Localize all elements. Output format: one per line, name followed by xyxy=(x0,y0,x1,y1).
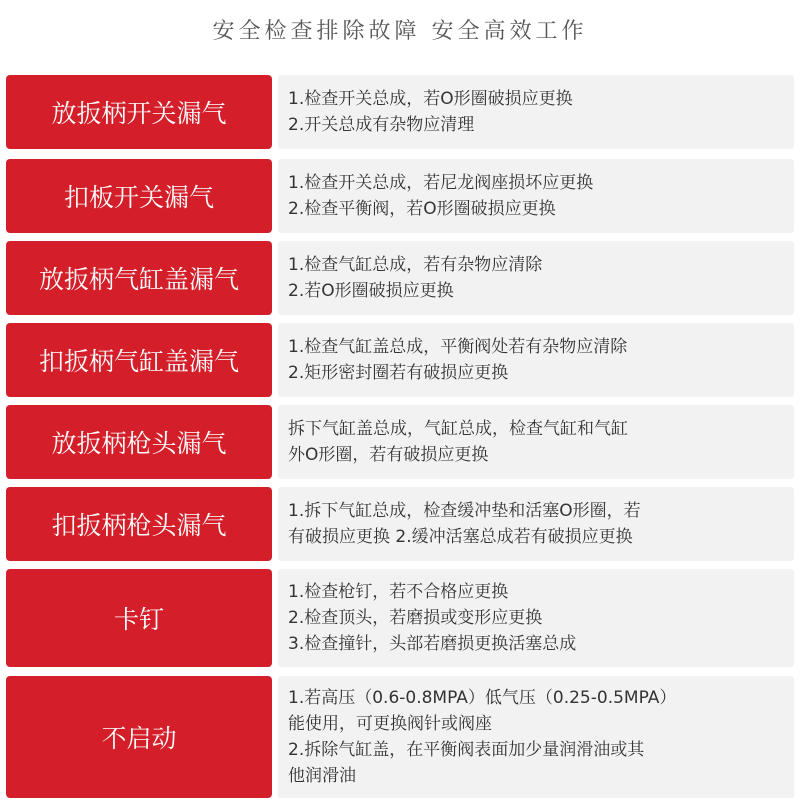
solution-line: 2.检查顶头，若磨损或变形应更换 xyxy=(288,608,543,628)
fault-label: 放扳柄开关漏气 xyxy=(6,75,272,149)
solution-line: 外O形圈，若有破损应更换 xyxy=(288,445,489,465)
table-row xyxy=(6,569,794,667)
fault-label: 卡钉 xyxy=(6,569,272,667)
solution-line: 1.检查开关总成，若O形圈破损应更换 xyxy=(288,89,573,109)
table-row xyxy=(6,159,794,233)
fault-label: 放扳柄枪头漏气 xyxy=(6,405,272,479)
page-title: 安全检查排除故障 安全高效工作 xyxy=(212,19,588,44)
fault-solution xyxy=(278,241,794,315)
fault-label: 扣扳柄枪头漏气 xyxy=(6,487,272,561)
fault-solution xyxy=(278,405,794,479)
solution-line: 2.检查平衡阀，若O形圈破损应更换 xyxy=(288,199,556,219)
solution-line: 拆下气缸盖总成，气缸总成，检查气缸和气缸 xyxy=(288,419,628,439)
solution-line: 1.若高压（0.6-0.8MPA）低气压（0.25-0.5MPA） xyxy=(288,688,677,708)
solution-line: 1.拆下气缸总成，检查缓冲垫和活塞O形圈，若 xyxy=(288,501,641,521)
table-row xyxy=(6,75,794,149)
solution-line: 3.检查撞针，头部若磨损更换活塞总成 xyxy=(288,634,577,654)
table-row xyxy=(6,676,794,798)
solution-line: 2.开关总成有杂物应清理 xyxy=(288,115,475,135)
fault-solution xyxy=(278,323,794,397)
fault-label: 放扳柄气缸盖漏气 xyxy=(6,241,272,315)
solution-line: 1.检查枪钉，若不合格应更换 xyxy=(288,582,509,602)
solution-line: 能使用，可更换阀针或阀座 xyxy=(288,714,492,734)
table-row xyxy=(6,323,794,397)
fault-solution xyxy=(278,159,794,233)
table-row xyxy=(6,241,794,315)
solution-line: 1.检查气缸盖总成，平衡阀处若有杂物应清除 xyxy=(288,337,628,357)
solution-line: 1.检查气缸总成，若有杂物应清除 xyxy=(288,255,543,275)
solution-line: 1.检查开关总成，若尼龙阀座损坏应更换 xyxy=(288,173,594,193)
fault-solution xyxy=(278,75,794,149)
table-row xyxy=(6,405,794,479)
table-row xyxy=(6,487,794,561)
solution-line: 2.拆除气缸盖，在平衡阀表面加少量润滑油或其 xyxy=(288,740,645,760)
fault-label: 不启动 xyxy=(6,676,272,798)
solution-line: 2.若O形圈破损应更换 xyxy=(288,281,454,301)
fault-label: 扣扳柄气缸盖漏气 xyxy=(6,323,272,397)
solution-line: 他润滑油 xyxy=(288,766,356,786)
fault-label: 扣板开关漏气 xyxy=(6,159,272,233)
solution-line: 2.矩形密封圈若有破损应更换 xyxy=(288,363,509,383)
solution-line: 有破损应更换 2.缓冲活塞总成若有破损应更换 xyxy=(288,527,633,547)
fault-solution xyxy=(278,569,794,667)
fault-solution xyxy=(278,676,794,798)
fault-solution xyxy=(278,487,794,561)
